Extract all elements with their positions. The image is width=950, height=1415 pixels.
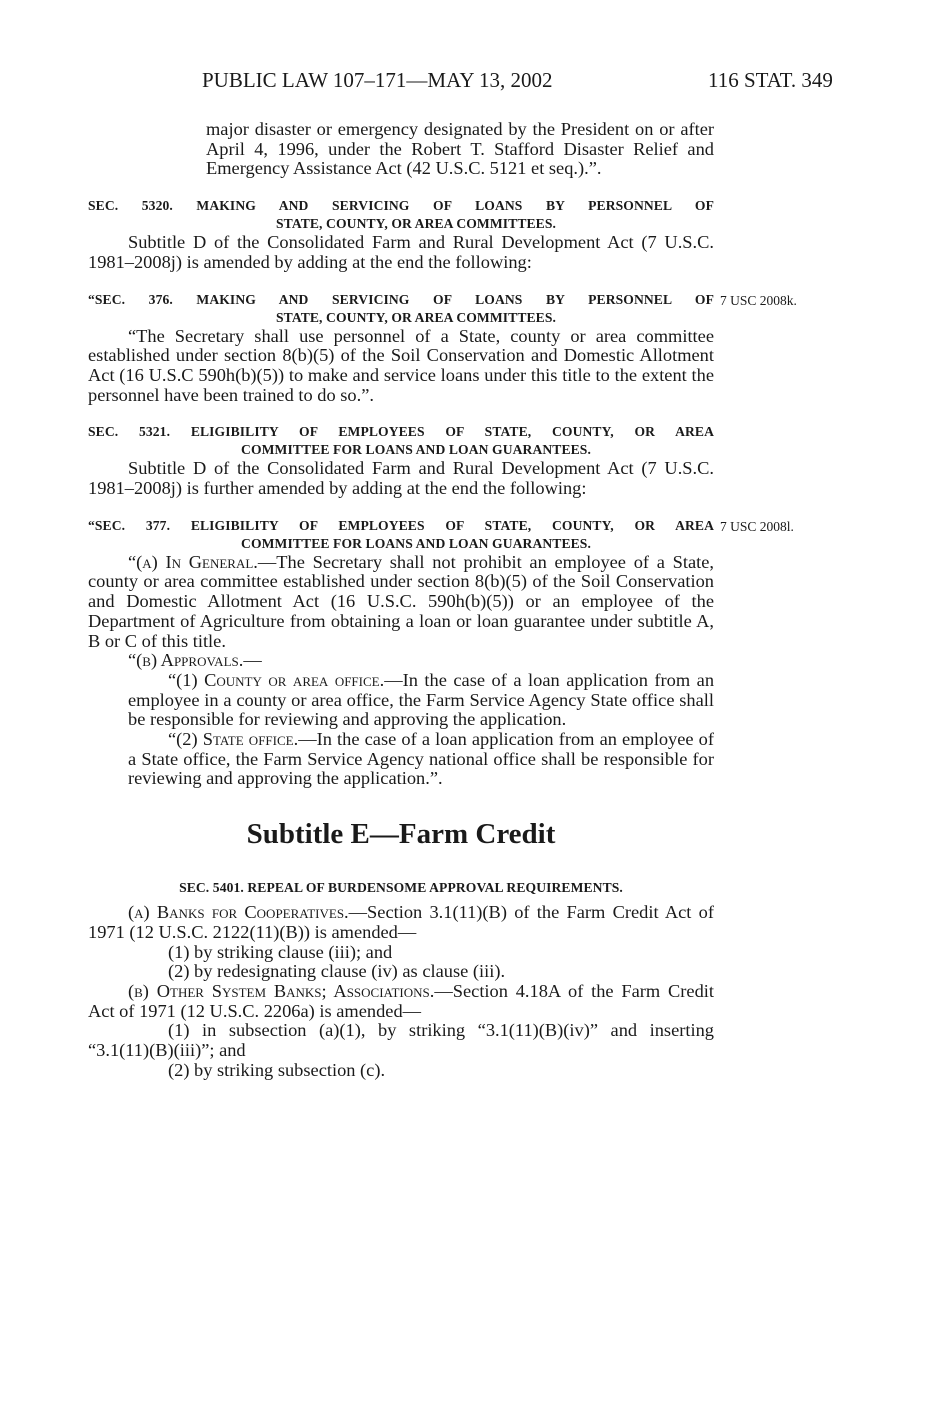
section-5321-text: Subtitle D of the Consolidated Farm and Rural Development Act (7 U.S.C. 1981–2008j) is further amended by adding at the end the following: xyxy=(88,458,714,499)
section-5401-b2: (2) by striking subsection (c). xyxy=(168,1059,386,1080)
section-5320-text: Subtitle D of the Consolidated Farm and Rural Development Act (7 U.S.C. 1981–2008j) is amended by adding at the end the following: xyxy=(88,232,714,272)
section-377-block xyxy=(88,517,794,553)
section-377-heading: “SEC. 377. ELIGIBILITY OF EMPLOYEES OF STATE, COUNTY, OR AREA COMMITTEE FOR LOANS AND LOAN GUARANTEES. xyxy=(88,517,714,551)
section-376-margin-note: 7 USC 2008k. xyxy=(720,292,797,308)
section-5321-heading: SEC. 5321. ELIGIBILITY OF EMPLOYEES OF STATE, COUNTY, OR AREA COMMITTEE FOR LOANS AND LOAN GUARANTEES. xyxy=(88,424,714,458)
section-5401-b1: (1) in subsection (a)(1), by striking “3.1(11)(B)(iv)” and inserting “3.1(11)(B)(iii)”; and xyxy=(88,1020,714,1061)
intro-paragraph: major disaster or emergency designated by the President on or after April 4, 1996, under the Robert T. Stafford Disaster Relief and Emergency Assistance Act (42 U.S.C. 5121 et seq.).”. xyxy=(206,119,714,179)
section-377-subsection-a: “(a) In General.—The Secretary shall not prohibit an employee of a State, county or area committee established under section 8(b)(5) of the Soil Conservation and Domestic Allotment Act (16 U.S.C. 590h(b)(5)) or an employee of the Department of Agriculture from obtaining a loan or loan guarantee under subtitle A, B or C of this title. xyxy=(88,551,714,651)
section-5401-subsection-b: (b) Other System Banks; Associations.—Section 4.18A of the Farm Credit Act of 1971 (12 U.S.C. 2206a) is amended— xyxy=(88,980,714,1021)
statute-page-number: 116 STAT. 349 xyxy=(708,68,833,92)
page-header xyxy=(0,68,950,98)
subtitle-e-heading: Subtitle E—Farm Credit xyxy=(246,818,556,851)
section-376-text: “The Secretary shall use personnel of a State, county or area committee established under section 8(b)(5) of the Soil Conservation and Domestic Allotment Act (16 U.S.C 590h(b)(5)) to make and service loans under this title to the extent the personnel have been trained to do so.”. xyxy=(88,325,714,405)
section-377-margin-note: 7 USC 2008l. xyxy=(720,518,794,534)
section-377-subsection-b: “(b) Approvals.— xyxy=(128,650,262,671)
section-5320-heading: SEC. 5320. MAKING AND SERVICING OF LOANS BY PERSONNEL OF STATE, COUNTY, OR AREA COMMITTEES. xyxy=(88,198,714,232)
section-377-b1: “(1) County or area office.—In the case of a loan application from an employee in a county or area office, the Farm Service Agency State office shall be responsible for reviewing and approving the application. xyxy=(128,669,715,730)
section-5401-a2: (2) by redesignating clause (iv) as clause (iii). xyxy=(168,961,506,982)
section-5401-a1: (1) by striking clause (iii); and xyxy=(168,941,393,962)
section-5401-heading: SEC. 5401. REPEAL OF BURDENSOME APPROVAL REQUIREMENTS. xyxy=(179,880,623,896)
section-5401-subsection-a: (a) Banks for Cooperatives.—Section 3.1(11)(B) of the Farm Credit Act of 1971 (12 U.S.C. 2122(11)(B)) is amended— xyxy=(88,902,714,942)
section-377-b2: “(2) State office.—In the case of a loan application from an employee of a State office, the Farm Service Agency national office shall be responsible for reviewing and approving the application.”. xyxy=(128,729,714,789)
page-body xyxy=(88,119,797,1081)
section-376-heading: “SEC. 376. MAKING AND SERVICING OF LOANS BY PERSONNEL OF STATE, COUNTY, OR AREA COMMITTEES. xyxy=(88,291,714,325)
section-376-block xyxy=(88,291,797,327)
running-head-title: PUBLIC LAW 107–171—MAY 13, 2002 xyxy=(202,68,553,92)
